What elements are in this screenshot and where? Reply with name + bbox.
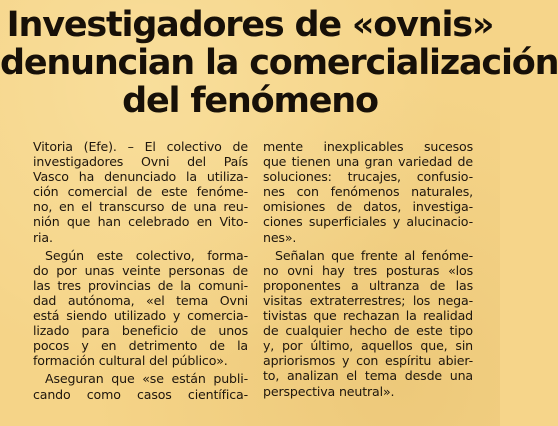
text-line: nes». [263, 229, 297, 245]
text-line: do por unas veinte personas de [33, 262, 248, 278]
paragraph [33, 248, 248, 369]
text-line: las tres provincias de la comuni- [33, 277, 248, 293]
text-line: está siendo utilizado y comercia- [33, 308, 248, 324]
text-line: ria. [33, 229, 53, 245]
text-line: soluciones: trucajes, confusio- [263, 169, 473, 185]
headline-line: del fenómeno [122, 81, 378, 121]
article-column-left [33, 139, 248, 402]
text-line: Aseguran que «se están publi- [45, 371, 248, 387]
text-line: Según este colectivo, forma- [45, 247, 248, 263]
text-line: no ovni hay tres posturas «los [263, 262, 473, 278]
text-line: lizado para beneficio de unos [33, 323, 248, 339]
text-line: omisiones de datos, investiga- [263, 199, 473, 215]
text-line: tivistas que rechazan la realidad [263, 308, 473, 324]
article-column-right [263, 139, 473, 399]
text-line: apriorismos y con espíritu abier- [263, 353, 473, 369]
text-line: pocos y en detrimento de la [33, 338, 248, 354]
text-line: de cualquier hecho de este tipo [263, 323, 473, 339]
paragraph [33, 371, 248, 401]
headline-line: denuncian la comercialización [0, 43, 558, 83]
text-line: que tienen una gran variedad de [263, 154, 473, 170]
text-line: cando como casos científica- [33, 386, 248, 402]
text-line: ción comercial de este fenóme- [33, 184, 248, 200]
text-line: investigadores Ovni del País [33, 154, 248, 170]
text-line: ciones superficiales y alucinacio- [263, 214, 473, 230]
text-line: formación cultural del público». [33, 353, 228, 369]
text-line: proponentes a ultranza de las [263, 277, 473, 293]
paragraph [263, 139, 473, 245]
text-line: dad autónoma, «el tema Ovni [33, 292, 248, 308]
text-line: Vasco ha denunciado la utiliza- [33, 169, 248, 185]
text-line: y, por último, aquellos que, sin [263, 338, 473, 354]
text-line: nión que han celebrado en Vito- [33, 214, 248, 230]
paragraph [263, 248, 473, 399]
text-line: Señalan que frente al fenóme- [275, 247, 473, 263]
text-line: visitas extraterrestres; los nega- [263, 292, 473, 308]
text-line: mente inexplicables sucesos [263, 139, 473, 154]
text-line: no, en el transcurso de una reu- [33, 199, 248, 215]
paragraph-lead [33, 139, 248, 245]
text-line: perspectiva neutral». [263, 383, 395, 399]
text-line: to, analizan el tema desde una [263, 368, 473, 384]
headline [0, 5, 558, 121]
headline-line: Investigadores de «ovnis» [6, 5, 494, 45]
text-line: nes con fenómenos naturales, [263, 184, 473, 200]
text-line: Vitoria (Efe). – El colectivo de [33, 139, 248, 154]
